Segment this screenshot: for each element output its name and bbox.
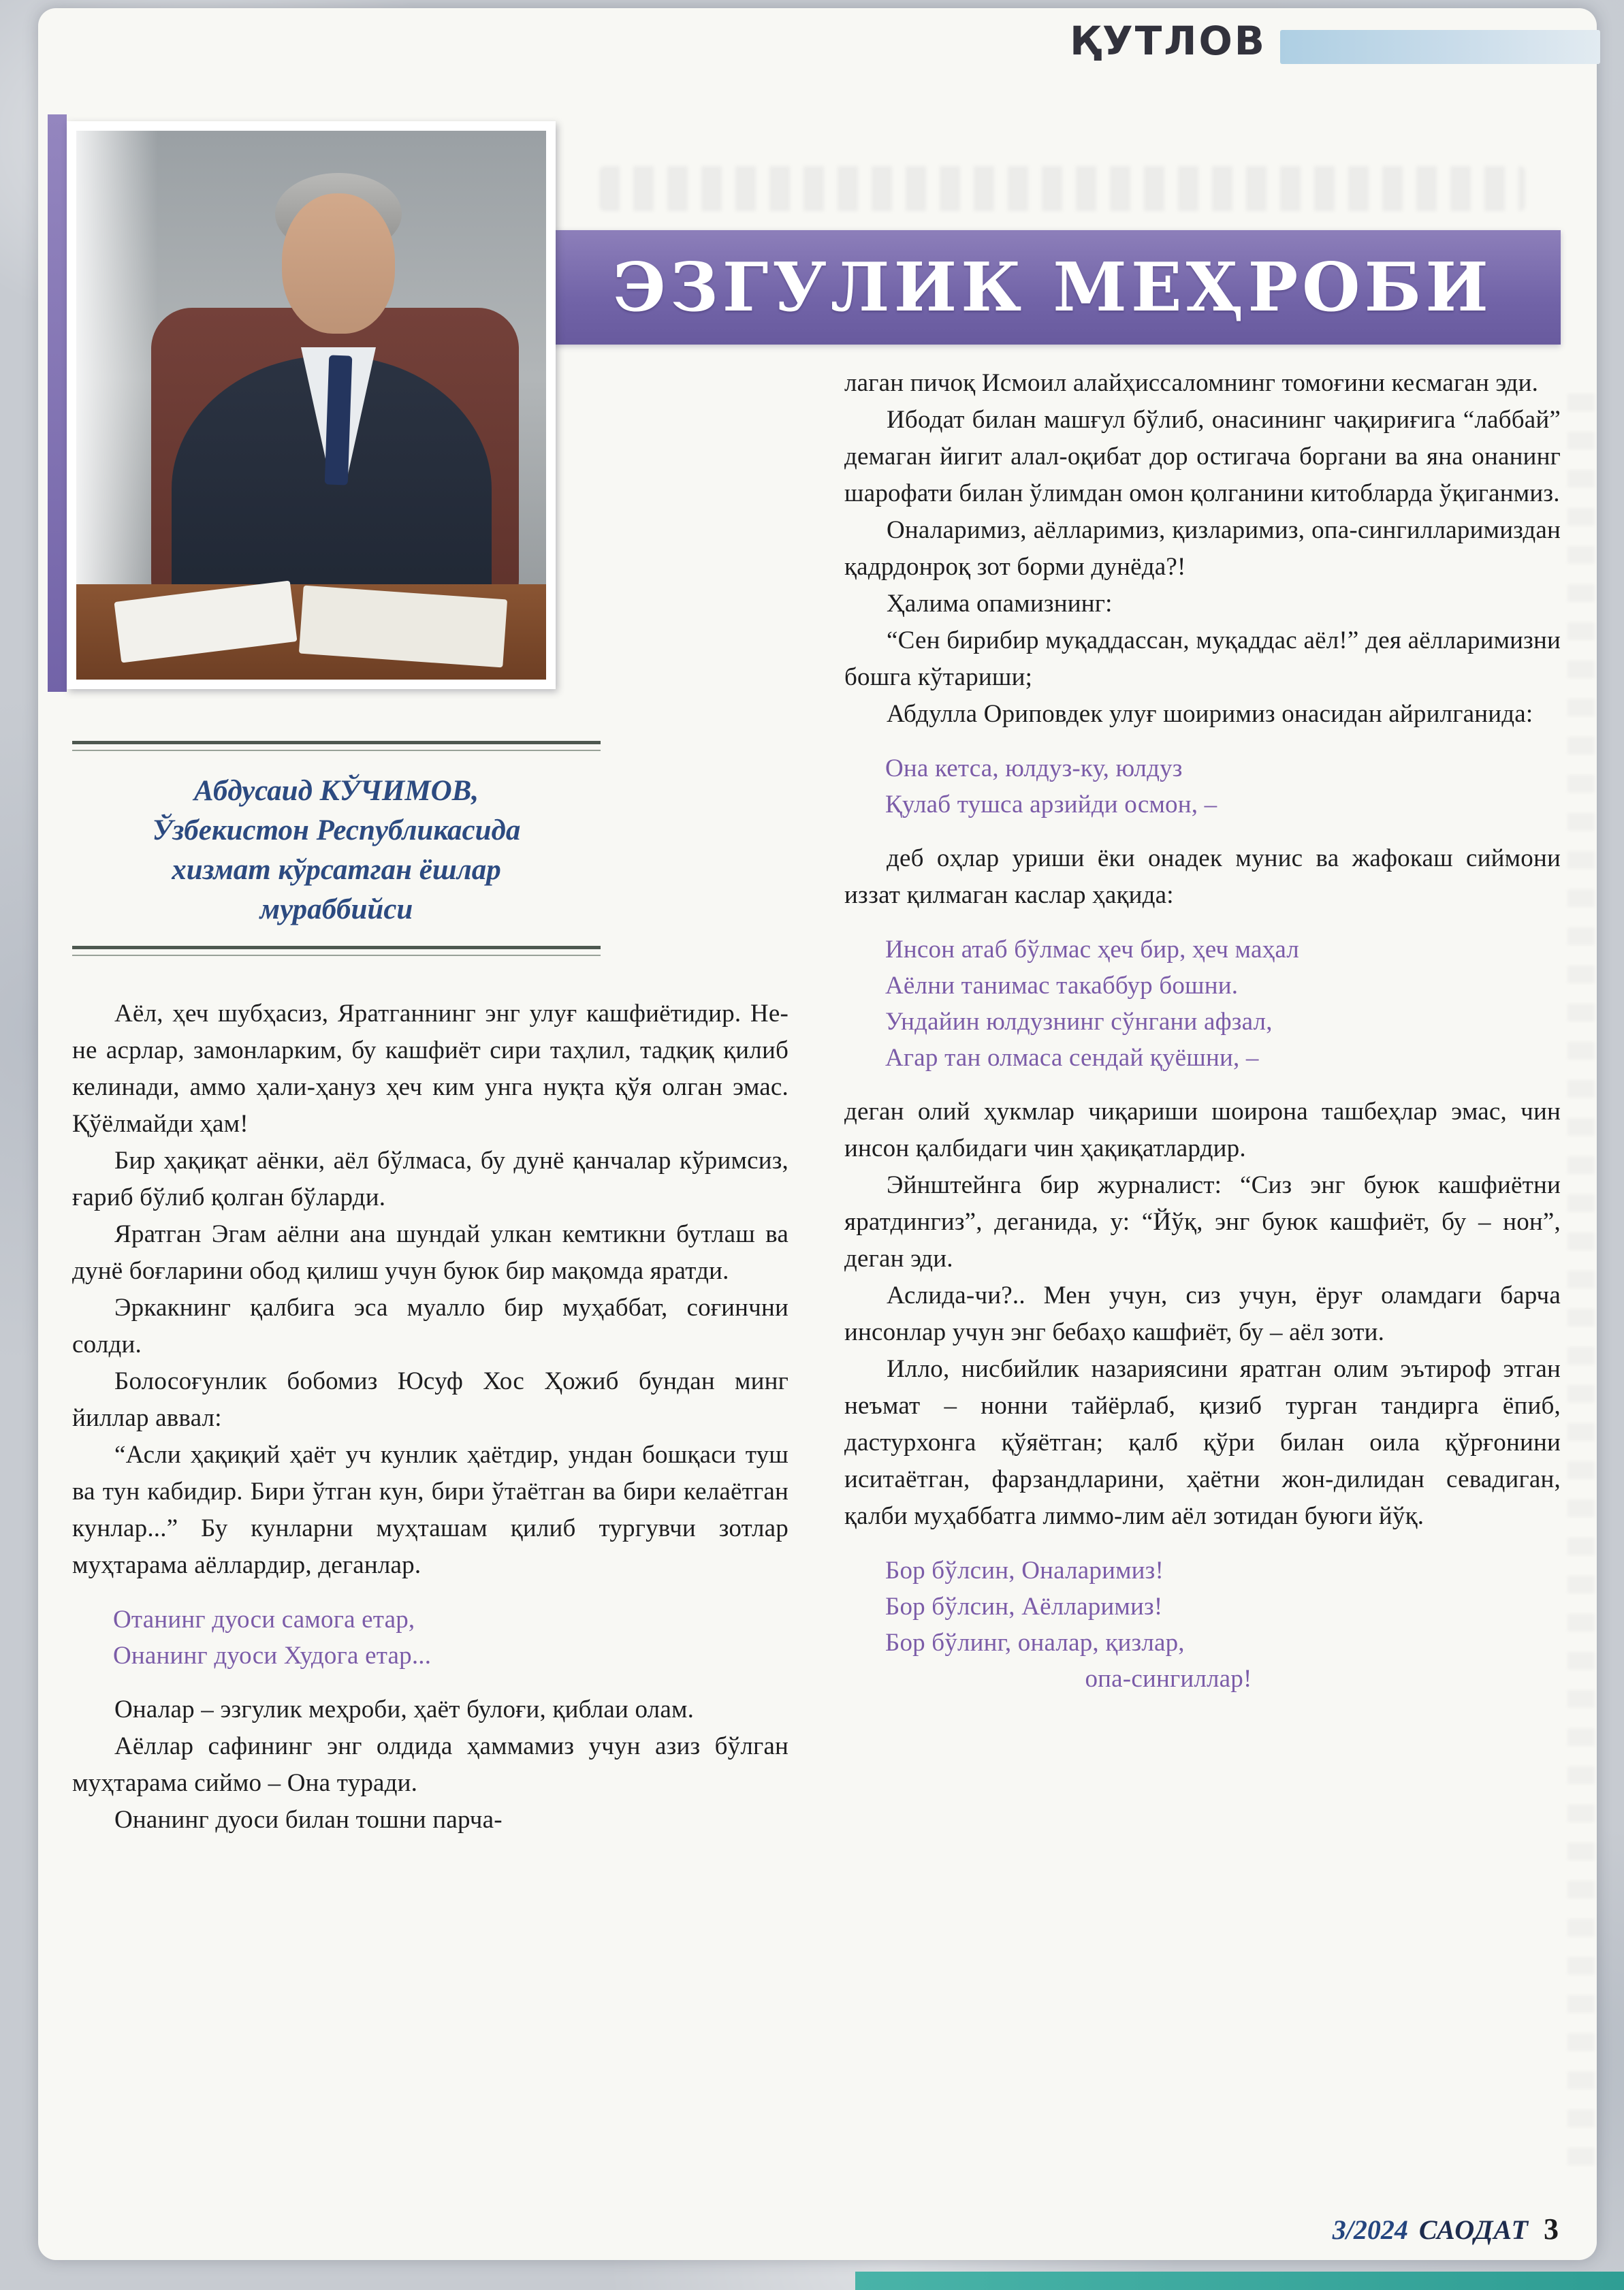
paragraph: Яратган Эгам аёлни ана шундай улкан кемтикни бутлаш ва дунё боғларини обод қилиш учун буюк бир мақомда яратди. bbox=[72, 1220, 789, 1285]
paragraph: Оналаримиз, аёлларимиз, қизларимиз, опа-сингилларимиздан қадрдонроқ зот борми дунёда?! bbox=[844, 516, 1561, 581]
quote-block bbox=[885, 750, 1561, 823]
quote-block bbox=[885, 932, 1561, 1076]
paragraph: Илло, нисбийлик назариясини яратган олим эътироф этган неъмат – нонни тайёрлаб, қизиб турган тандирга ёпиб, дастурхонга қўяётган; қалб қўри билан оила қўрғонини иситаётган, фарзандларини, ҳаётни жон-дилидан севадиган, қалби муҳаббатга лиммо-лим аёл зотидан буюги йўқ. bbox=[844, 1355, 1561, 1530]
caption-rule-bottom bbox=[72, 946, 601, 956]
magazine-name: САОДАТ bbox=[1418, 2214, 1529, 2245]
issue-label: 3/2024 bbox=[1332, 2214, 1408, 2245]
photo-tie bbox=[325, 355, 353, 485]
paragraph: Ибодат билан машғул бўлиб, онасининг чақириғига “лаббай” демаган йигит алал-оқибат дор остигача боргани ва яна онанинг шарофати билан ўлимдан омон қолганини китобларда ўқиганмиз. bbox=[844, 406, 1561, 507]
quote-line: Бор бўлсин, Аёлларимиз! bbox=[885, 1593, 1163, 1621]
paragraph: Эркакнинг қалбига эса муалло бир муҳаббат, соғинчни солди. bbox=[72, 1294, 789, 1358]
paragraph: Аслида-чи?.. Мен учун, сиз учун, ёруғ оламдаги барча инсонлар учун энг бебаҳо кашфиёт, бу – аёл зоти. bbox=[844, 1282, 1561, 1346]
print-bleed-right bbox=[1567, 381, 1595, 2165]
paragraph: Болосоғунлик бобомиз Юсуф Хос Ҳожиб бундан минг йиллар аввал: bbox=[72, 1367, 789, 1432]
author-caption-text bbox=[72, 751, 601, 946]
quote-block bbox=[113, 1602, 789, 1674]
print-bleed-top bbox=[599, 166, 1525, 211]
photo-face bbox=[282, 193, 395, 334]
paragraph: лаган пичоқ Исмоил алайҳиссаломнинг томоғини кесмаган эди. bbox=[844, 369, 1539, 397]
paragraph: Оналар – эзгулик меҳроби, ҳаёт булоғи, қиблаи олам. bbox=[114, 1696, 695, 1723]
paragraph: Аёллар сафининг энг олдида ҳаммамиз учун азиз бўлган муҳтарама сиймо – Она туради. bbox=[72, 1732, 789, 1797]
paragraph: Бир ҳақиқат аёнки, аёл бўлмаса, бу дунё қанчалар кўримсиз, ғариб бўлиб қолган бўларди. bbox=[72, 1147, 789, 1211]
quote-line: Қулаб тушса арзийди осмон, – bbox=[885, 791, 1217, 818]
paragraph: “Сен бирибир муқаддассан, муқаддас аёл!” дея аёлларимизни бошга кўтариши; bbox=[844, 626, 1561, 691]
paragraph: Аёл, ҳеч шубҳасиз, Яратганнинг энг улуғ кашфиётидир. Не-не асрлар, замонларким, бу кашфиёт сири таҳлил, тадқиқ қилиб келинади, аммо ҳали-ҳануз ҳеч ким унга нуқта қўя олган эмас. Қўёлмайди ҳам! bbox=[72, 1000, 789, 1138]
quote-line: Бор бўлинг, оналар, қизлар, bbox=[885, 1629, 1185, 1657]
paragraph: деб оҳлар уриши ёки онадек мунис ва жафокаш сиймони иззат қилмаган каслар ҳақида: bbox=[844, 844, 1561, 909]
quote-line: Онанинг дуоси Худога етар... bbox=[113, 1642, 432, 1670]
author-caption bbox=[72, 741, 601, 956]
paragraph: Онанинг дуоси билан тошни парча- bbox=[114, 1806, 503, 1834]
page-number: 3 bbox=[1544, 2212, 1559, 2246]
paragraph: Ҳалима опамизнинг: bbox=[887, 590, 1113, 618]
photo-accent-strip bbox=[48, 114, 67, 692]
paragraph: Эйнштейнга бир журналист: “Сиз энг буюк кашфиётни яратдингиз”, деганида, у: “Йўқ, энг буюк кашфиёт, бу – нон”, деган эди. bbox=[844, 1171, 1561, 1273]
quote-line: Она кетса, юлдуз-ку, юлдуз bbox=[885, 754, 1183, 782]
quote-block bbox=[885, 1553, 1561, 1697]
quote-line: Агар тан олмаса сендай қуёшни, – bbox=[885, 1044, 1259, 1072]
header-accent-bar bbox=[1280, 30, 1600, 64]
photo-papers bbox=[299, 586, 507, 668]
paragraph: деган олий ҳукмлар чиқариши шоирона ташбеҳлар эмас, чин инсон қалбидаги чин ҳақиқатлардир. bbox=[844, 1098, 1561, 1162]
author-photo bbox=[67, 121, 556, 689]
quote-line: опа-сингиллар! bbox=[1085, 1665, 1252, 1693]
caption-line: Абдусаид КЎЧИМОВ, bbox=[193, 775, 479, 807]
quote-line: Аёлни танимас такаббур бошни. bbox=[885, 972, 1239, 1000]
footer-accent-bar bbox=[855, 2272, 1624, 2290]
author-photo-image bbox=[76, 131, 546, 680]
page-footer bbox=[1333, 2212, 1559, 2246]
caption-line: хизмат кўрсатган ёшлар bbox=[172, 854, 501, 886]
caption-line: Ўзбекистон Республикасида bbox=[152, 814, 521, 846]
quote-line: Ундайин юлдузнинг сўнгани афзал, bbox=[885, 1008, 1273, 1036]
section-label: ҚУТЛОВ bbox=[1070, 18, 1267, 64]
left-column bbox=[72, 996, 789, 1839]
paragraph: Абдулла Ориповдек улуғ шоиримиз онасидан айрилганида: bbox=[887, 700, 1533, 728]
title-banner bbox=[545, 230, 1561, 345]
caption-rule-top bbox=[72, 741, 601, 751]
right-column bbox=[844, 365, 1561, 1715]
quote-line: Инсон атаб бўлмас ҳеч бир, ҳеч маҳал bbox=[885, 936, 1299, 964]
quote-line: Бор бўлсин, Оналаримиз! bbox=[885, 1557, 1164, 1585]
caption-line: мураббийси bbox=[259, 893, 413, 925]
article-title: ЭЗГУЛИК МЕҲРОБИ bbox=[613, 248, 1493, 327]
paragraph: “Асли ҳақиқий ҳаёт уч кунлик ҳаётдир, ундан бошқаси туш ва тун кабидир. Бири ўтган кун, бири ўтаётган ва бири келаётган кунлар...” Бу кунларни муҳташам қилиб тургувчи зотлар муҳтарама аёллардир, деганлар. bbox=[72, 1441, 789, 1579]
quote-line: Отанинг дуоси самога етар, bbox=[113, 1606, 415, 1634]
